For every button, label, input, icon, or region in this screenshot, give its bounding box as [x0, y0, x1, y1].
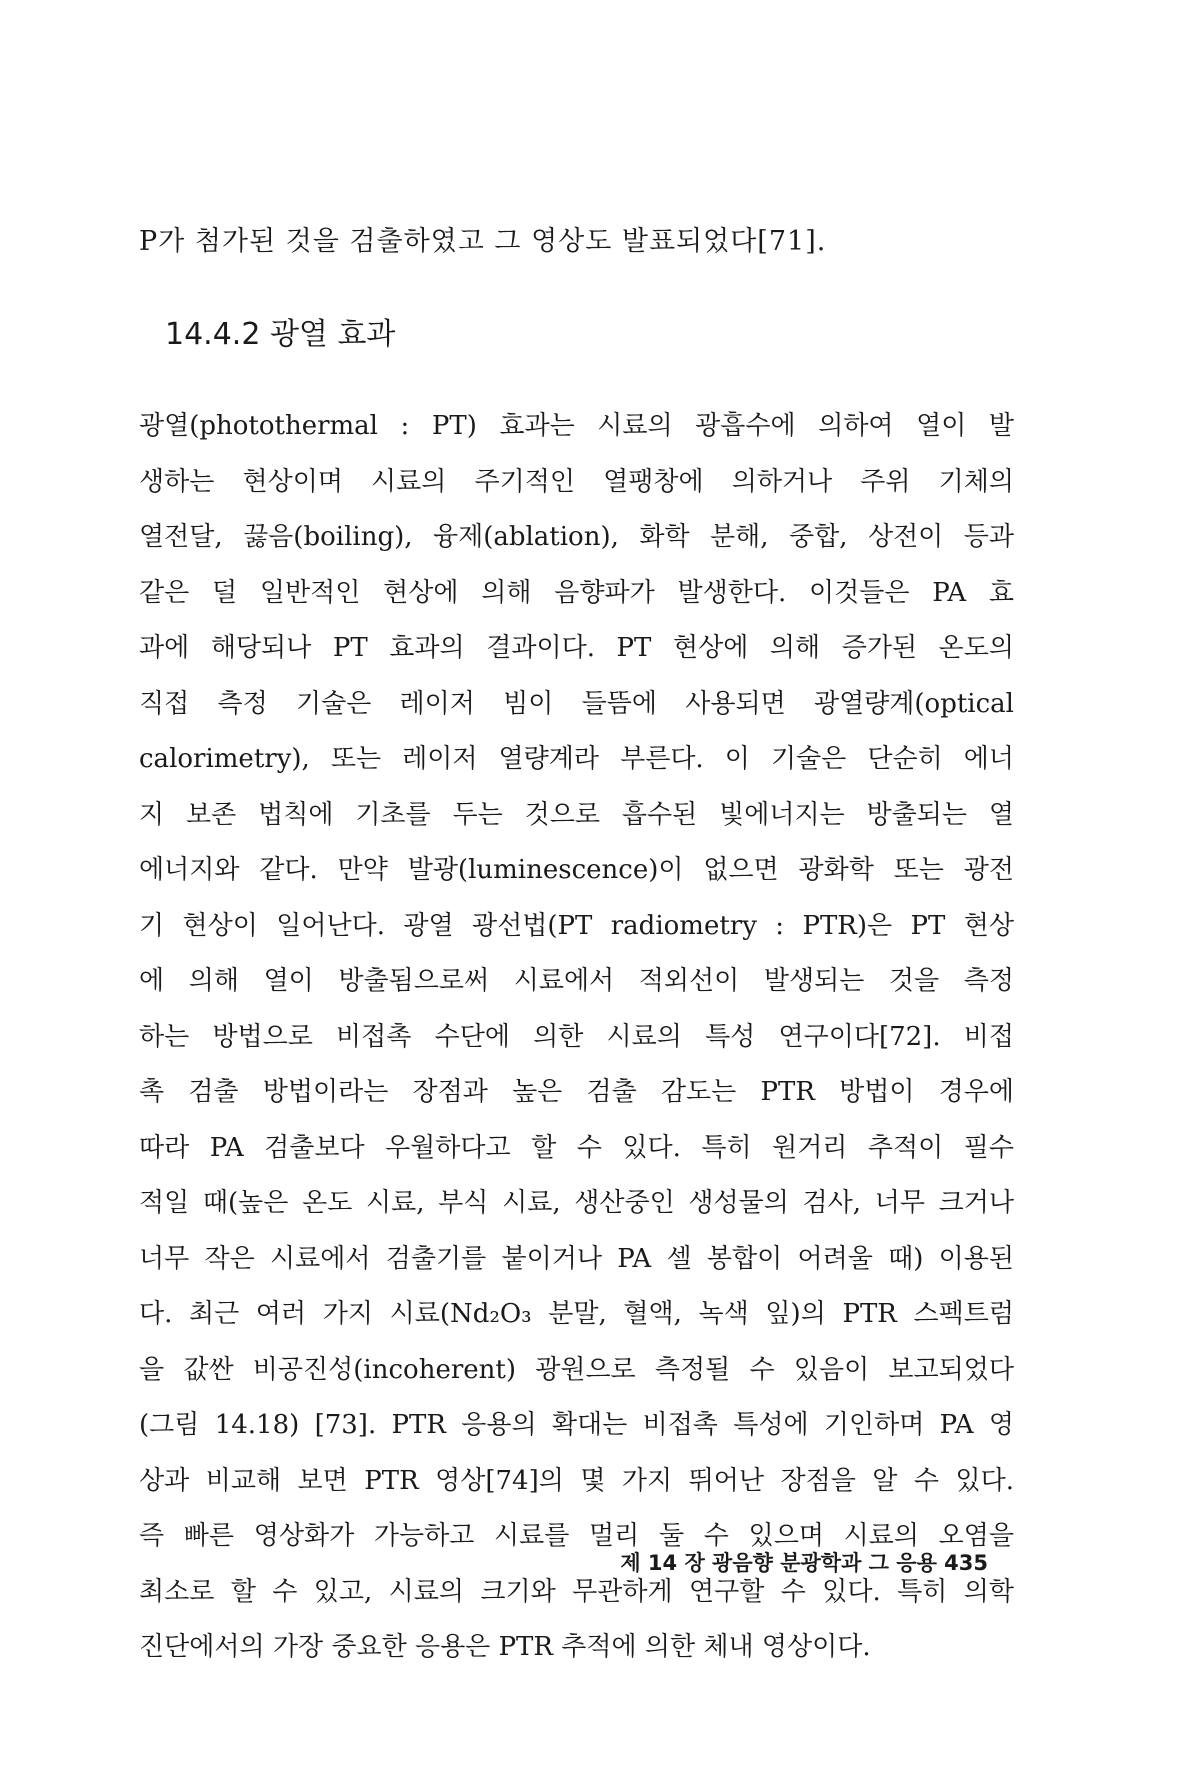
body-line: 과에 해당되나 PT 효과의 결과이다. PT 현상에 의해 증가된 온도의: [139, 633, 1014, 663]
body-line: 상과 비교해 보면 PTR 영상[74]의 몇 가지 뛰어난 장점을 알 수 있다.: [139, 1465, 1014, 1496]
body-line: 따라 PA 검출보다 우월하다고 할 수 있다. 특히 원거리 추적이 필수: [139, 1132, 1014, 1163]
body-line: 최소로 할 수 있고, 시료의 크기와 무관하게 연구할 수 있다. 특히 의학: [139, 1576, 1014, 1607]
body-line: 너무 작은 시료에서 검출기를 붙이거나 PA 셀 봉합이 어려울 때) 이용된: [139, 1243, 1014, 1274]
body-line: 기 현상이 일어난다. 광열 광선법(PT radiometry : PTR)은 PT 현상: [139, 910, 1014, 941]
body-line: 적일 때(높은 온도 시료, 부식 시료, 생산중인 생성물의 검사, 너무 크거나: [139, 1188, 1014, 1218]
running-footer: 제 14 장 광음향 분광학과 그 응용 435: [620, 1551, 988, 1575]
body-line: 진단에서의 가장 중요한 응용은 PTR 추적에 의한 체내 영상이다.: [139, 1632, 871, 1662]
body-line: 열전달, 끓음(boiling), 융제(ablation), 화학 분해, 중합, 상전이 등과: [139, 522, 1014, 552]
section-heading: 14.4.2 광열 효과: [165, 317, 396, 352]
body-line: (그림 14.18) [73]. PTR 응용의 확대는 비접촉 특성에 기인하며 PA 영: [139, 1410, 1014, 1440]
body-line: 촉 검출 방법이라는 장점과 높은 검출 감도는 PTR 방법이 경우에: [139, 1077, 1014, 1107]
body-line: 즉 빠른 영상화가 가능하고 시료를 멀리 둘 수 있으며 시료의 오염을: [139, 1521, 1014, 1551]
body-line: calorimetry), 또는 레이저 열량계라 부른다. 이 기술은 단순히 에너: [139, 744, 1014, 774]
body-line: 을 값싼 비공진성(incoherent) 광원으로 측정될 수 있음이 보고되었다: [139, 1354, 1014, 1385]
body-line: 하는 방법으로 비접촉 수단에 의한 시료의 특성 연구이다[72]. 비접: [139, 1021, 1014, 1052]
intro-text-line: P가 첨가된 것을 검출하였고 그 영상도 발표되었다[71].: [139, 226, 827, 257]
body-line: 직접 측정 기술은 레이저 빔이 들뜸에 사용되면 광열량계(optical: [139, 688, 1014, 719]
body-line: 지 보존 법칙에 기초를 두는 것으로 흡수된 빛에너지는 방출되는 열: [139, 799, 1014, 830]
body-line: 광열(photothermal : PT) 효과는 시료의 광흡수에 의하여 열이 발: [139, 411, 1014, 441]
body-line: 에너지와 같다. 만약 발광(luminescence)이 없으면 광화학 또는 광전: [139, 855, 1014, 885]
body-line: 에 의해 열이 방출됨으로써 시료에서 적외선이 발생되는 것을 측정: [139, 966, 1014, 996]
body-line: 같은 덜 일반적인 현상에 의해 음향파가 발생한다. 이것들은 PA 효: [139, 577, 1014, 608]
body-line: 다. 최근 여러 가지 시료(Nd₂O₃ 분말, 혈액, 녹색 잎)의 PTR 스펙트럼: [139, 1299, 1014, 1329]
body-paragraph: [139, 406, 1014, 1683]
body-line: 생하는 현상이며 시료의 주기적인 열팽창에 의하거나 주위 기체의: [139, 466, 1014, 497]
